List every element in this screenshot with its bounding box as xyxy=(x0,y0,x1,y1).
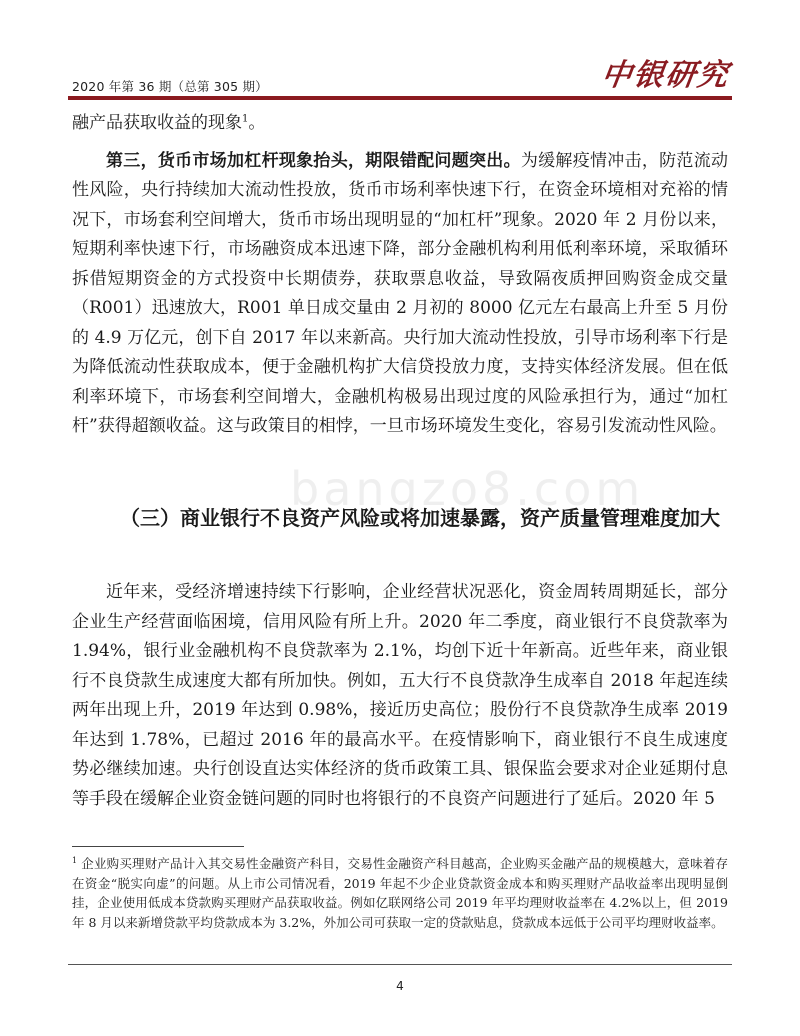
footnote-divider xyxy=(72,846,244,847)
paragraph-npl: 近年来，受经济增速持续下行影响，企业经营状况恶化，资金周转周期延长，部分企业生产经营面临困境，信用风险有所上升。2020 年二季度，商业银行不良贷款率为 1.94%，银行业金融机构不良贷款率为 2.1%，均创下近十年新高。近些年来，商业银行不良贷款生成速度大都有所加快。例如，五大行不良贷款净生成率自 2018 年起连续两年出现上升，2019 年达到 0.98%，接近历史高位；股份行不良贷款净生成率 2019 年达到 1.78%，已超过 2016 年的最高水平。在疫情影响下，商业银行不良生成速度势必继续加速。央行创设直达实体经济的货币政策工具、银保监会要求对企业延期付息等手段在缓解企业资金链问题的同时也将银行的不良资产问题进行了延后。2020 年 5 xyxy=(72,582,728,809)
paragraph-end: 。 xyxy=(248,113,266,133)
footer-divider xyxy=(68,964,732,965)
brand-logo: 中银研究 xyxy=(599,58,732,93)
watermark: bangzo8.com xyxy=(290,462,645,516)
footnote xyxy=(72,854,728,932)
paragraph-body: 为缓解疫情冲击，防范流动性风险，央行持续加大流动性投放，货币市场利率快速下行，在资金环境相对充裕的情况下，市场套利空间增大，货币市场出现明显的“加杠杆”现象。2020 年 2 月份以来，短期利率快速下行，市场融资成本迅速下降，部分金融机构利用低利率环境，采取循环拆借短期资金的方式投资中长期债券，获取票息收益，导致隔夜质押回购资金成交量（R001）迅速放大，R001 单日成交量由 2 月初的 8000 亿元左右最高上升至 5 月份的 4.9 万亿元，创下自 2017 年以来新高。央行加大流动性投放，引导市场利率下行是为降低流动性获取成本，便于金融机构扩大信贷投放力度，支持实体经济发展。但在低利率环境下，市场套利空间增大，金融机构极易出现过度的风险承担行为，通过“加杠杆”获得超额收益。这与政策目的相悖，一旦市场环境发生变化，容易引发流动性风险。 xyxy=(72,150,729,436)
body-text-bottom xyxy=(72,578,728,814)
section-heading: （三）商业银行不良资产风险或将加速暴露，资产质量管理难度加大 xyxy=(120,506,720,530)
paragraph-text: 融产品获取收益的现象 xyxy=(72,113,242,133)
body-text-top xyxy=(72,109,728,442)
page-number: 4 xyxy=(396,979,404,993)
paragraph-leverage xyxy=(72,147,728,442)
footnote-mark: 1 xyxy=(72,855,78,865)
footnote-reference[interactable]: 1 xyxy=(242,113,249,125)
footnote-text: 企业购买理财产品计入其交易性金融资产科目，交易性金融资产科目越高，企业购买金融产品的规模越大，意味着存在资金“脱实向虚”的问题。从上市公司情况看，2019 年起不少企业贷款资金成本和购买理财产品收益率出现明显倒挂，企业使用低成本贷款购买理财产品获取收益。例如亿联网络公司 2019 年平均理财收益率在 4.2%以上，但 2019 年 8 月以来新增贷款平均贷款成本为 3.2%，外加公司可获取一定的贷款贴息，贷款成本远低于公司平均理财收益率。 xyxy=(72,856,728,930)
paragraph-lead: 第三，货币市场加杠杆现象抬头，期限错配问题突出。 xyxy=(106,150,521,171)
header-divider xyxy=(68,96,732,100)
paragraph-continuation xyxy=(72,109,728,139)
issue-label: 2020 年第 36 期（总第 305 期） xyxy=(72,79,268,94)
